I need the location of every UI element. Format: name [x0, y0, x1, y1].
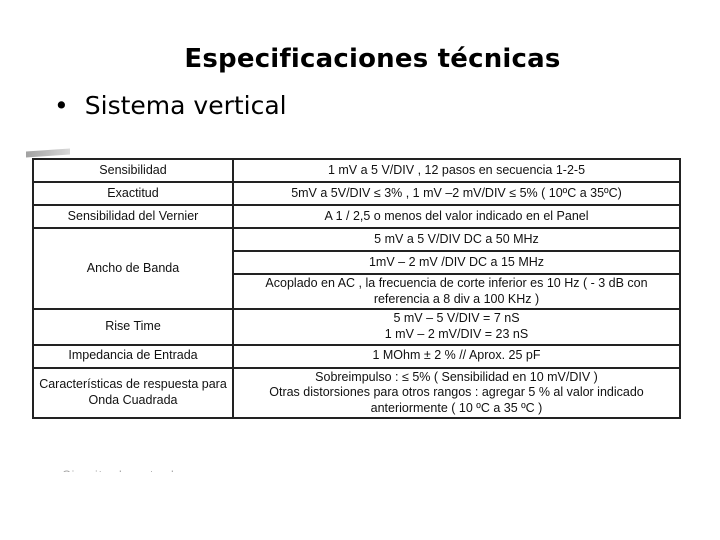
table-row	[33, 368, 680, 419]
value-cell: 5mV a 5V/DIV ≤ 3% , 1 mV –2 mV/DIV ≤ 5% ( 10ºC a 35ºC)	[233, 182, 680, 205]
value-cell: 5 mV a 5 V/DIV DC a 50 MHz	[233, 228, 680, 251]
table-row	[33, 309, 680, 344]
param-cell: Exactitud	[33, 182, 233, 205]
value-cell: Acoplado en AC , la frecuencia de corte inferior es 10 Hz ( - 3 dB con referencia a 8 div a 100 KHz )	[233, 274, 680, 309]
spec-table	[32, 158, 681, 419]
value-cell: 1mV – 2 mV /DIV DC a 15 MHz	[233, 251, 680, 274]
slide-title: Especificaciones técnicas	[184, 44, 561, 74]
table-row	[33, 205, 680, 228]
param-cell: Impedancia de Entrada	[33, 345, 233, 368]
value-cell: A 1 / 2,5 o menos del valor indicado en el Panel	[233, 205, 680, 228]
param-cell: Rise Time	[33, 309, 233, 344]
param-cell: Características de respuesta para Onda Cuadrada	[33, 368, 233, 419]
param-cell: Sensibilidad	[33, 159, 233, 182]
bullet-text: Sistema vertical	[84, 91, 287, 120]
value-cell: 1 mV a 5 V/DIV , 12 pasos en secuencia 1-2-5	[233, 159, 680, 182]
bullet-item	[54, 91, 287, 120]
table-row	[33, 182, 680, 205]
table-row	[33, 159, 680, 182]
image-crop-edge	[26, 472, 681, 482]
scanned-table-image	[26, 150, 681, 480]
bullet-dot-icon: •	[54, 91, 69, 120]
value-cell: 1 MOhm ± 2 % // Aprox. 25 pF	[233, 345, 680, 368]
value-cell: 5 mV – 5 V/DIV = 7 nS 1 mV – 2 mV/DIV = 23 nS	[233, 309, 680, 344]
table-row	[33, 228, 680, 251]
scan-artifact	[26, 148, 70, 157]
param-cell: Ancho de Banda	[33, 228, 233, 309]
param-cell: Sensibilidad del Vernier	[33, 205, 233, 228]
value-cell: Sobreimpulso : ≤ 5% ( Sensibilidad en 10 mV/DIV ) Otras distorsiones para otros rangos : agregar 5 % al valor indicado anteriormente ( 10 ºC a 35 ºC )	[233, 368, 680, 419]
table-row	[33, 345, 680, 368]
